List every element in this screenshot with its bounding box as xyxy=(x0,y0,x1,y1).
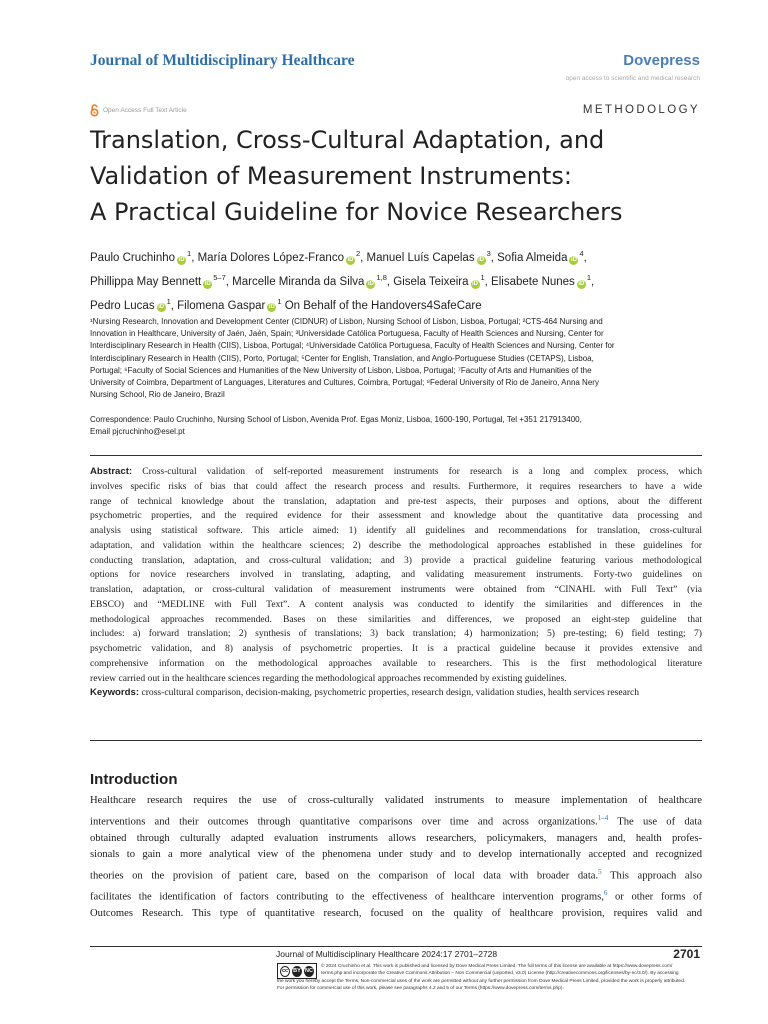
body-line xyxy=(90,810,702,831)
affiliation-line: Interdisciplinary Research in Health (CIIS), Lisboa, Portugal; ⁴Universidade Católica Portuguesa, Faculty of Health Sciences and Nursing, Center for xyxy=(90,341,615,351)
affiliation-line: ¹Nursing Research, Innovation and Development Center (CIDNUR) of Lisbon, Nursing School of Lisbon, Lisboa, Portugal; ²CTS-464 Nursing and xyxy=(90,317,603,326)
author-affil-ref: 2 xyxy=(355,249,361,258)
body-text: The use of data xyxy=(608,816,703,828)
affiliation-line: Innovation in Healthcare, University of Jaén, Jaén, Spain; ³Universidade Católica Portuguesa, Faculty of Health Sciences and Nursing, Center for xyxy=(90,329,604,339)
publisher-tagline: open access to scientific and medical research xyxy=(565,75,700,82)
abstract-line: includes: a) forward translation; 2) synthesis of translations; 3) back translation; 4) harmonization; 5) pre-testing; 6) field testing; 7) xyxy=(90,628,702,640)
cc-icon: cc xyxy=(280,966,290,977)
license-line: © 2024 Cruchinho et al. This work is published and licensed by Dove Medical Press Limited. The full terms of this license are available at https://www.dovepress.com/ xyxy=(321,964,673,969)
orcid-icon[interactable]: iD xyxy=(204,280,211,287)
author-separator: , xyxy=(590,275,595,288)
author-list xyxy=(90,244,702,315)
abstract-line: adaptation, and validation within the healthcare sciences; 2) describe the methodological approaches established in these guidelines for xyxy=(90,539,702,551)
license-text xyxy=(277,963,701,993)
body-text: interventions and their outcomes through quantitative comparisons over time and across organizations. xyxy=(90,816,598,828)
author-name: Phillippa May Bennett xyxy=(90,275,202,288)
author-line xyxy=(90,268,702,292)
author-affil-ref: 5–7 xyxy=(213,272,226,282)
cc-license-icon[interactable] xyxy=(277,963,317,979)
abstract-line: psychometric properties, and the required evidence for their assessment and knowledge about the quantitative data processing and xyxy=(90,510,702,522)
abstract-line: conducting translation, adaptation, and cross-cultural validation; and 3) provide a practical guideline featuring various methodological xyxy=(90,554,702,566)
footer-divider xyxy=(90,946,702,947)
abstract-line: analysis using statistical software. This article aimed: 1) identify all guidelines and recommendations for translation, cross-cultural xyxy=(90,525,702,536)
body-line xyxy=(90,864,702,885)
orcid-icon[interactable]: iD xyxy=(472,280,478,287)
cc-by-icon: BY xyxy=(292,966,302,977)
abstract-line: review carried out in the healthcare sciences regarding the methodological approaches recommended by existing guidelines. xyxy=(90,672,567,684)
affiliation-line: Interdisciplinary Research in Health (CIIS), Porto, Portugal; ⁵Center for English, Translation, and Anglo-Portuguese Studies (CETAPS), Lisboa, xyxy=(90,353,594,363)
author-name: Paulo Cruchinho xyxy=(90,251,176,264)
keywords-text: cross-cultural comparison, decision-making, psychometric properties, research design, validation studies, health services research xyxy=(139,687,640,699)
author-name: , Manuel Luís Capelas xyxy=(360,251,475,264)
license-line: terms.php and incorporate the Creative Commons Attribution – Non Commercial (unported, v3.0) License (http://creativecommons.org/licenses/by-nc/3.0/). By accessing xyxy=(321,971,679,977)
author-affil-ref: 1 xyxy=(586,272,591,282)
body-line: Healthcare research requires the use of cross-culturally validated instruments to measure implementation of healthcare xyxy=(90,795,702,806)
abstract-line: methodological approaches recommended. Bases on these similarities and differences, we proposed an eight-step guideline that xyxy=(90,613,702,625)
affiliation-line: University of Coimbra, Department of Languages, Literatures and Cultures, Coimbra, Portugal; ⁸Federal University of Rio de Janeiro, Anna Nery xyxy=(90,378,599,388)
orcid-icon[interactable]: iD xyxy=(347,256,354,263)
publisher-logo[interactable]: Dovepress xyxy=(623,52,700,69)
open-access-label: Open Access Full Text Article xyxy=(103,107,187,114)
open-access-icon xyxy=(90,104,99,117)
author-name: , Gisela Teixeira xyxy=(386,275,469,288)
abstract-line: translation, adaptation, or cross-cultural validation of measurement instruments were obtained from “CINAHL with Full Text” (via xyxy=(90,584,702,595)
license-line: For permission for commercial use of this work, please see paragraphs 4.2 and 5 of our Terms (https://www.dovepress.com/terms.php). xyxy=(277,986,564,992)
body-line xyxy=(90,885,702,906)
cc-nc-icon: NC xyxy=(304,966,314,977)
keywords-line xyxy=(90,686,702,701)
license-line: the work you hereby accept the Terms. Non-commercial uses of the work are permitted without any further permission from Dove Medical Press Limited, provided the work is properly attributed. xyxy=(277,978,686,984)
title-line: A Practical Guideline for Novice Researchers xyxy=(90,198,623,226)
author-name: , María Dolores López-Franco xyxy=(191,251,344,264)
author-affil-ref: 1 xyxy=(480,272,485,282)
open-access-badge xyxy=(90,104,187,117)
body-line: obtained through culturally adapted evaluation instruments allows researchers, policymakers, managers and, health profes- xyxy=(90,832,702,844)
author-separator: , xyxy=(583,251,587,264)
abstract-bottom-divider xyxy=(90,740,702,741)
abstract-line: EBSCO) and “MEDLINE with Full Text”. A content analysis was conducted to identify the similarities and differences in the xyxy=(90,598,702,610)
article-title xyxy=(90,122,710,230)
affiliation-line: Portugal; ⁶Faculty of Social Sciences and Humanities of the New University of Lisbon, Lisboa, Portugal; ⁷Faculty of Arts and Humanities of the xyxy=(90,365,592,375)
author-name: , Elisabete Nunes xyxy=(484,275,575,288)
correspondence-line: Correspondence: Paulo Cruchinho, Nursing School of Lisbon, Avenida Prof. Egas Moniz, Lisboa, 1600-190, Portugal, Tel +351 217913400, xyxy=(90,415,582,424)
abstract-line: psychometric validation, and 8) analysis of psychometric properties. It is a practical guideline because it provides extensive and xyxy=(90,643,702,654)
journal-name[interactable]: Journal of Multidisciplinary Healthcare xyxy=(90,52,355,69)
keywords-label: Keywords: xyxy=(90,687,140,699)
abstract-line: involves specific risks of bias that could affect the research process and results. Furthermore, it requires researchers to have a wide xyxy=(90,480,702,492)
author-name: Pedro Lucas xyxy=(90,299,155,312)
author-affil-ref: 4 xyxy=(579,249,584,258)
body-text: or other forms of xyxy=(607,891,702,903)
orcid-icon[interactable]: iD xyxy=(268,304,275,311)
abstract-label: Abstract: xyxy=(90,466,133,477)
body-text: facilitates the identification of factors contributing to the effectiveness of healthcare intervention programs, xyxy=(90,891,604,903)
abstract-top-divider xyxy=(90,455,702,456)
author-affil-ref: 3 xyxy=(486,249,491,258)
body-text: theories on the provision of patient care, based on the comparison of local data with broader data. xyxy=(90,870,599,882)
body-line: sionals to gain a more analytical view of the phenomena under study and to develop internationally accepted and recognized xyxy=(90,849,702,861)
orcid-icon[interactable]: iD xyxy=(478,256,485,263)
affiliations xyxy=(90,316,702,401)
orcid-icon[interactable]: iD xyxy=(367,280,374,287)
abstract-line: range of technical knowledge about the translation, adaptation and pre-test aspects, their purposes and options, about the different xyxy=(90,495,702,507)
orcid-icon[interactable]: iD xyxy=(158,304,165,311)
author-affil-ref: 1 xyxy=(187,249,192,258)
abstract-block xyxy=(90,465,702,701)
body-line: Outcomes Research. This type of quantitative research, focused on the quality of healthcare provision, requires valid and xyxy=(90,907,702,919)
correspondence xyxy=(90,414,702,438)
affiliation-line: Nursing School, Rio de Janeiro, Brazil xyxy=(90,390,225,400)
citation-link[interactable]: 6 xyxy=(603,888,608,897)
abstract-text: Cross-cultural validation of self-reported measurement instruments for research is a long and complex process, which xyxy=(132,466,702,477)
article-type: METHODOLOGY xyxy=(582,104,700,116)
author-name: , Marcelle Miranda da Silva xyxy=(225,275,365,288)
introduction-body xyxy=(90,793,702,922)
title-line: Validation of Measurement Instruments: xyxy=(90,162,572,190)
section-heading-introduction: Introduction xyxy=(90,771,178,788)
abstract-line: options for novice researchers involved in translating, adapting, and validating measurement instruments. Forty-two guidelines on xyxy=(90,569,702,581)
abstract-line xyxy=(90,465,702,480)
author-affil-ref: 1 xyxy=(277,296,282,306)
author-name: , Filomena Gaspar xyxy=(170,299,266,312)
citation-link[interactable]: 1–4 xyxy=(597,813,609,822)
title-line: Translation, Cross-Cultural Adaptation, and xyxy=(90,126,605,154)
correspondence-email[interactable]: Email pjcruchinho@esel.pt xyxy=(90,427,185,437)
body-text: This approach also xyxy=(601,870,702,882)
orcid-icon[interactable]: iD xyxy=(578,280,585,287)
author-line xyxy=(90,244,702,268)
author-affil-ref: 1,8 xyxy=(376,272,387,282)
orcid-icon[interactable]: iD xyxy=(570,256,577,263)
footer-journal-reference: Journal of Multidisciplinary Healthcare 2024:17 2701–2728 xyxy=(276,949,498,959)
abstract-line: comprehensive information on the methodological approaches available to researchers. This is the first methodological literature xyxy=(90,657,702,669)
author-line xyxy=(90,292,702,316)
citation-link[interactable]: 5 xyxy=(598,867,602,876)
orcid-icon[interactable]: iD xyxy=(178,256,185,263)
page-number: 2701 xyxy=(673,947,700,961)
author-affil-ref: 1 xyxy=(166,296,171,306)
author-name: , Sofia Almeida xyxy=(490,251,568,264)
author-group: On Behalf of the Handovers4SafeCare xyxy=(281,299,482,312)
